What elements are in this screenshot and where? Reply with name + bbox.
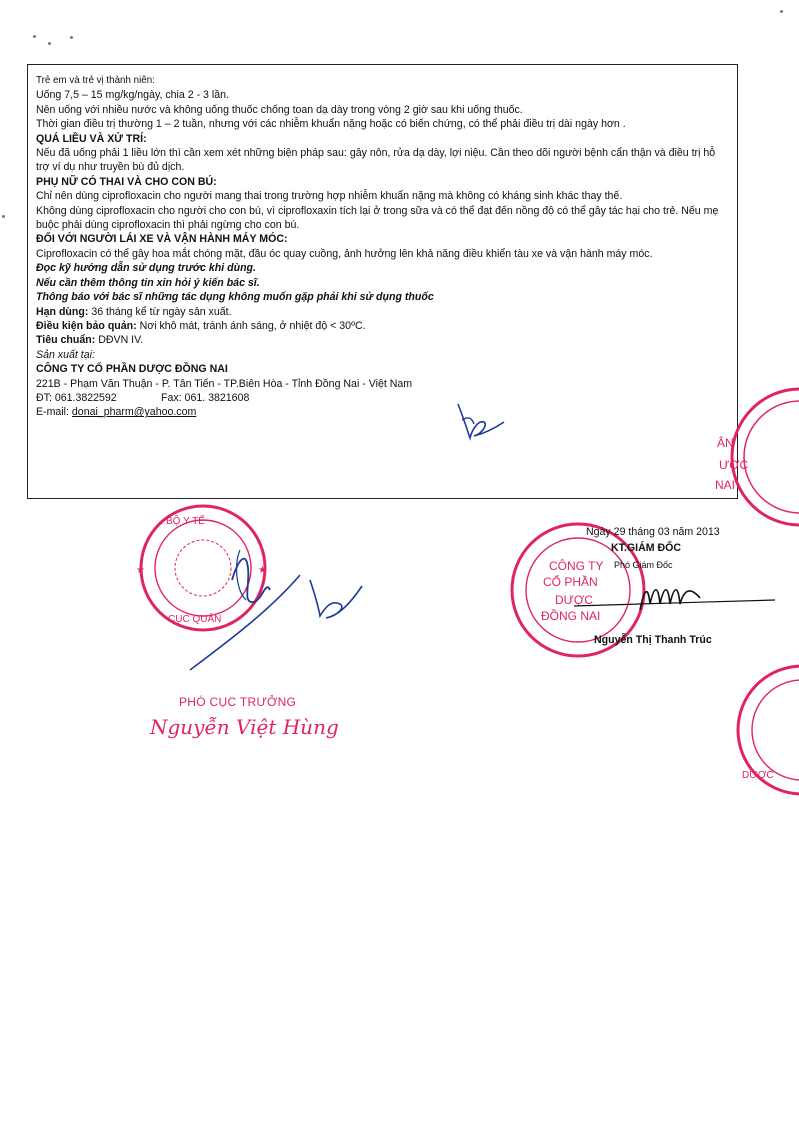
- svg-text:★: ★: [258, 565, 267, 576]
- expiry-value: 36 tháng kể từ ngày sản xuất.: [88, 305, 232, 318]
- scan-speck: [2, 215, 5, 218]
- ministry-signature-icon: [150, 520, 370, 680]
- ministry-name: Nguyễn Việt Hùng: [150, 715, 339, 739]
- pregnancy-text: Chỉ nên dùng ciprofloxacin cho người mang thai trong trường hợp nhiễm khuẩn nặng mà không có kháng sinh khác thay thế.: [36, 190, 623, 203]
- scan-speck: [780, 10, 783, 13]
- contact-row: [36, 391, 729, 405]
- email-line: [36, 405, 729, 419]
- partial-stamp-icon: [712, 660, 799, 800]
- ministry-stamp-top: BỘ Y TẾ: [166, 516, 205, 527]
- sign-subtitle: Phó Giám Đốc: [614, 560, 673, 570]
- pregnancy-text: Không dùng ciprofloxacin cho người cho con bú, vì ciprofloxaxin tích lại ở trong sữa và có thể đạt đến nồng độ có thể gây tác hại cho trẻ. Nếu mẹ buộc phải dùng ciprofloxacin thì phải ngừng cho con bú.: [36, 204, 719, 232]
- standard-label: Tiêu chuẩn:: [36, 334, 96, 347]
- scan-speck: [33, 35, 36, 38]
- standard-value: DĐVN IV.: [95, 334, 144, 347]
- driving-heading: ĐỐI VỚI NGƯỜI LÁI XE VÀ VẬN HÀNH MÁY MÓC:: [36, 233, 288, 246]
- produced-by: Sản xuất tại:: [36, 348, 95, 361]
- sign-title: KT.GIÁM ĐỐC: [611, 542, 682, 554]
- storage-value: Nơi khô mát, tránh ánh sáng, ở nhiệt độ < 30ºC.: [136, 319, 366, 332]
- ministry-title: PHÓ CỤC TRƯỞNG: [179, 695, 297, 709]
- company-address: 221B - Phạm Văn Thuận - P. Tân Tiến - TP.Biên Hòa - Tỉnh Đồng Nai - Việt Nam: [36, 377, 413, 390]
- warning-report: Thông báo với bác sĩ những tác dụng không muốn gặp phải khi sử dụng thuốc: [36, 291, 434, 304]
- company-stamp-line: CÔNG TY: [549, 559, 604, 573]
- dosage-line: Nên uống với nhiều nước và không uống thuốc chống toan dạ dày trong vòng 2 giờ sau khi uống thuốc.: [36, 103, 523, 116]
- email-label: E-mail:: [36, 406, 72, 419]
- storage-label: Điều kiện bảo quản:: [36, 319, 137, 332]
- expiry-label: Hạn dùng:: [36, 305, 89, 318]
- warning-read: Đọc kỹ hướng dẫn sử dụng trước khi dùng.: [36, 262, 256, 275]
- storage-line: [36, 319, 729, 333]
- standard-line: [36, 333, 729, 347]
- svg-text:DƯỢC: DƯỢC: [742, 770, 774, 781]
- dosage-line: Thời gian điều trị thường 1 – 2 tuần, nhưng với các nhiễm khuẩn nặng hoặc có biến chứng, có thể phải điều trị dài ngày hơn .: [36, 118, 626, 131]
- svg-text:NAI: NAI: [715, 478, 736, 492]
- dosage-line: Uống 7,5 – 15 mg/kg/ngày, chia 2 - 3 lần.: [36, 89, 229, 102]
- ministry-stamp-bottom: CỤC QUẢN: [168, 614, 222, 625]
- company-stamp-line: ĐỒNG NAI: [541, 609, 601, 623]
- sign-date: Ngày 29 tháng 03 năm 2013: [586, 526, 720, 538]
- driving-text: Ciprofloxacin có thể gây hoa mắt chóng mặt, đầu óc quay cuồng, ảnh hưởng lên khả năng điều khiển tàu xe và vận hành máy móc.: [36, 247, 653, 260]
- scan-speck: [48, 42, 51, 45]
- company-signature-icon: [570, 570, 780, 630]
- initial-signature-icon: [452, 400, 512, 445]
- pregnancy-heading: PHỤ NỮ CÓ THAI VÀ CHO CON BÚ:: [36, 175, 217, 188]
- fax: Fax: 061. 3821608: [161, 391, 250, 404]
- overdose-heading: QUÁ LIỀU VÀ XỬ TRÍ:: [36, 132, 147, 145]
- warning-ask: Nếu cần thêm thông tin xin hỏi ý kiến bác sĩ.: [36, 276, 260, 289]
- svg-text:ÂN: ÂN: [717, 436, 734, 450]
- company-stamp-line: DƯỢC: [555, 593, 593, 607]
- partial-stamp-icon: [705, 385, 799, 530]
- leaflet-box: [27, 64, 738, 499]
- scan-speck: [70, 36, 73, 39]
- dosage-line: Trẻ em và trẻ vị thành niên:: [36, 75, 155, 86]
- expiry-line: [36, 305, 729, 319]
- svg-text:ƯỢC: ƯỢC: [719, 458, 749, 472]
- phone: ĐT: 061.3822592: [36, 391, 117, 404]
- overdose-text: Nếu đã uống phải 1 liều lớn thì cần xem xét những biện pháp sau: gây nôn, rửa dạ dày, lợi niệu. Cần theo dõi người bệnh cẩn thận và điều trị hỗ trợ ví dụ như truyền bù đủ dịch.: [36, 147, 716, 174]
- svg-text:★: ★: [136, 565, 145, 576]
- company-name: CÔNG TY CỔ PHẦN DƯỢC ĐỒNG NAI: [36, 363, 228, 376]
- signer-name: Nguyễn Thị Thanh Trúc: [594, 634, 712, 646]
- email-link[interactable]: donai_pharm@yahoo.com: [71, 406, 197, 419]
- company-stamp-line: CỔ PHẦN: [543, 575, 598, 589]
